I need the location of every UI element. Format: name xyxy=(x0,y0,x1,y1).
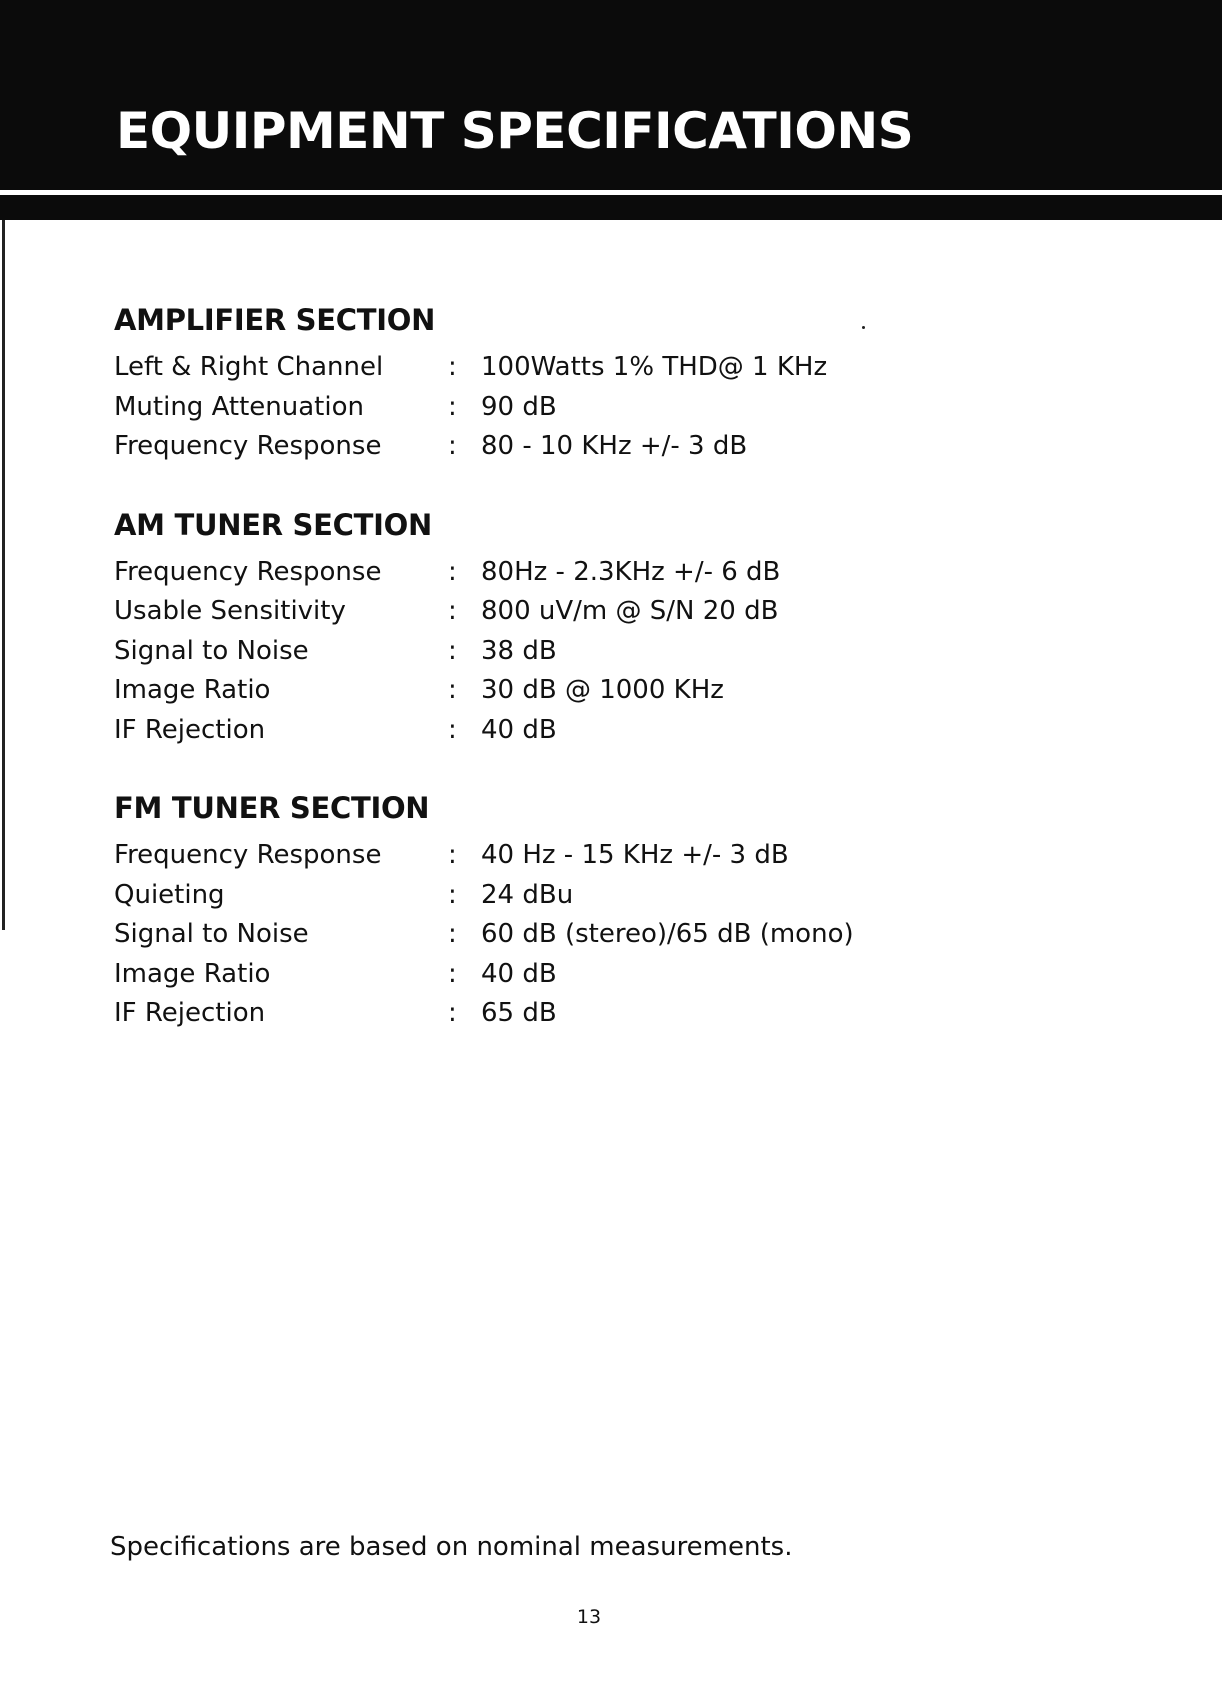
spec-colon: : xyxy=(448,352,457,382)
spec-colon: : xyxy=(448,391,457,422)
spec-label: IF Rejection xyxy=(114,714,266,745)
spec-row xyxy=(114,632,1114,672)
spec-colon: : xyxy=(448,879,457,910)
spec-label: Frequency Response xyxy=(114,556,382,587)
spec-row xyxy=(114,671,1114,711)
spec-colon: : xyxy=(448,635,457,666)
spec-row xyxy=(114,388,1114,428)
spec-colon: : xyxy=(448,919,457,949)
section-title: AM TUNER SECTION xyxy=(114,507,432,542)
am-tuner-section xyxy=(114,505,1114,751)
spec-row xyxy=(114,553,1114,593)
spec-value: 90 dB xyxy=(481,391,557,422)
spec-label: Left & Right Channel xyxy=(114,352,384,382)
spec-colon: : xyxy=(448,431,457,461)
spec-value: 30 dB @ 1000 KHz xyxy=(481,675,724,705)
header-bottom-bar xyxy=(0,195,1222,220)
spec-colon: : xyxy=(448,675,457,705)
spec-row xyxy=(114,592,1114,632)
section-title: AMPLIFIER SECTION xyxy=(114,303,436,337)
spec-value: 80 - 10 KHz +/- 3 dB xyxy=(481,431,748,461)
spec-colon: : xyxy=(448,958,457,989)
spec-value: 38 dB xyxy=(481,635,557,666)
spec-value: 65 dB xyxy=(481,998,557,1028)
spec-row xyxy=(114,836,1114,876)
spec-row xyxy=(114,427,1114,467)
spec-row xyxy=(114,955,1114,995)
spec-colon: : xyxy=(448,556,457,587)
spec-colon: : xyxy=(448,596,457,626)
spec-value: 60 dB (stereo)/65 dB (mono) xyxy=(481,919,854,949)
spec-colon: : xyxy=(448,840,457,870)
spec-content xyxy=(114,300,1114,1072)
spec-label: Image Ratio xyxy=(114,958,271,989)
spec-row xyxy=(114,348,1114,388)
spec-label: Signal to Noise xyxy=(114,919,309,949)
spec-label: Signal to Noise xyxy=(114,635,309,666)
spec-value: 100Watts 1% THD@ 1 KHz xyxy=(481,352,828,382)
section-title: FM TUNER SECTION xyxy=(114,791,430,825)
spec-value: 80Hz - 2.3KHz +/- 6 dB xyxy=(481,556,781,587)
spec-label: Frequency Response xyxy=(114,431,382,461)
spec-row xyxy=(114,994,1114,1034)
spec-colon: : xyxy=(448,998,457,1028)
spec-label: IF Rejection xyxy=(114,998,266,1028)
spec-value: 40 dB xyxy=(481,714,557,745)
spec-value: 800 uV/m @ S/N 20 dB xyxy=(481,596,779,626)
spec-row xyxy=(114,876,1114,916)
spec-row xyxy=(114,711,1114,751)
amplifier-section xyxy=(114,300,1114,467)
spec-label: Muting Attenuation xyxy=(114,391,364,422)
spec-value: 40 Hz - 15 KHz +/- 3 dB xyxy=(481,840,789,870)
spec-label: Quieting xyxy=(114,879,225,910)
spec-value: 24 dBu xyxy=(481,879,574,910)
page-number: 13 xyxy=(576,1606,602,1628)
spec-label: Frequency Response xyxy=(114,840,382,870)
spec-colon: : xyxy=(448,714,457,745)
spec-value: 40 dB xyxy=(481,958,557,989)
spec-row xyxy=(114,915,1114,955)
page-title: EQUIPMENT SPECIFICATIONS xyxy=(116,102,914,160)
fm-tuner-section xyxy=(114,788,1114,1034)
header-band xyxy=(0,0,1222,190)
spec-label: Image Ratio xyxy=(114,675,271,705)
spec-label: Usable Sensitivity xyxy=(114,596,346,626)
footnote: Specifications are based on nominal measurements. xyxy=(110,1532,793,1562)
